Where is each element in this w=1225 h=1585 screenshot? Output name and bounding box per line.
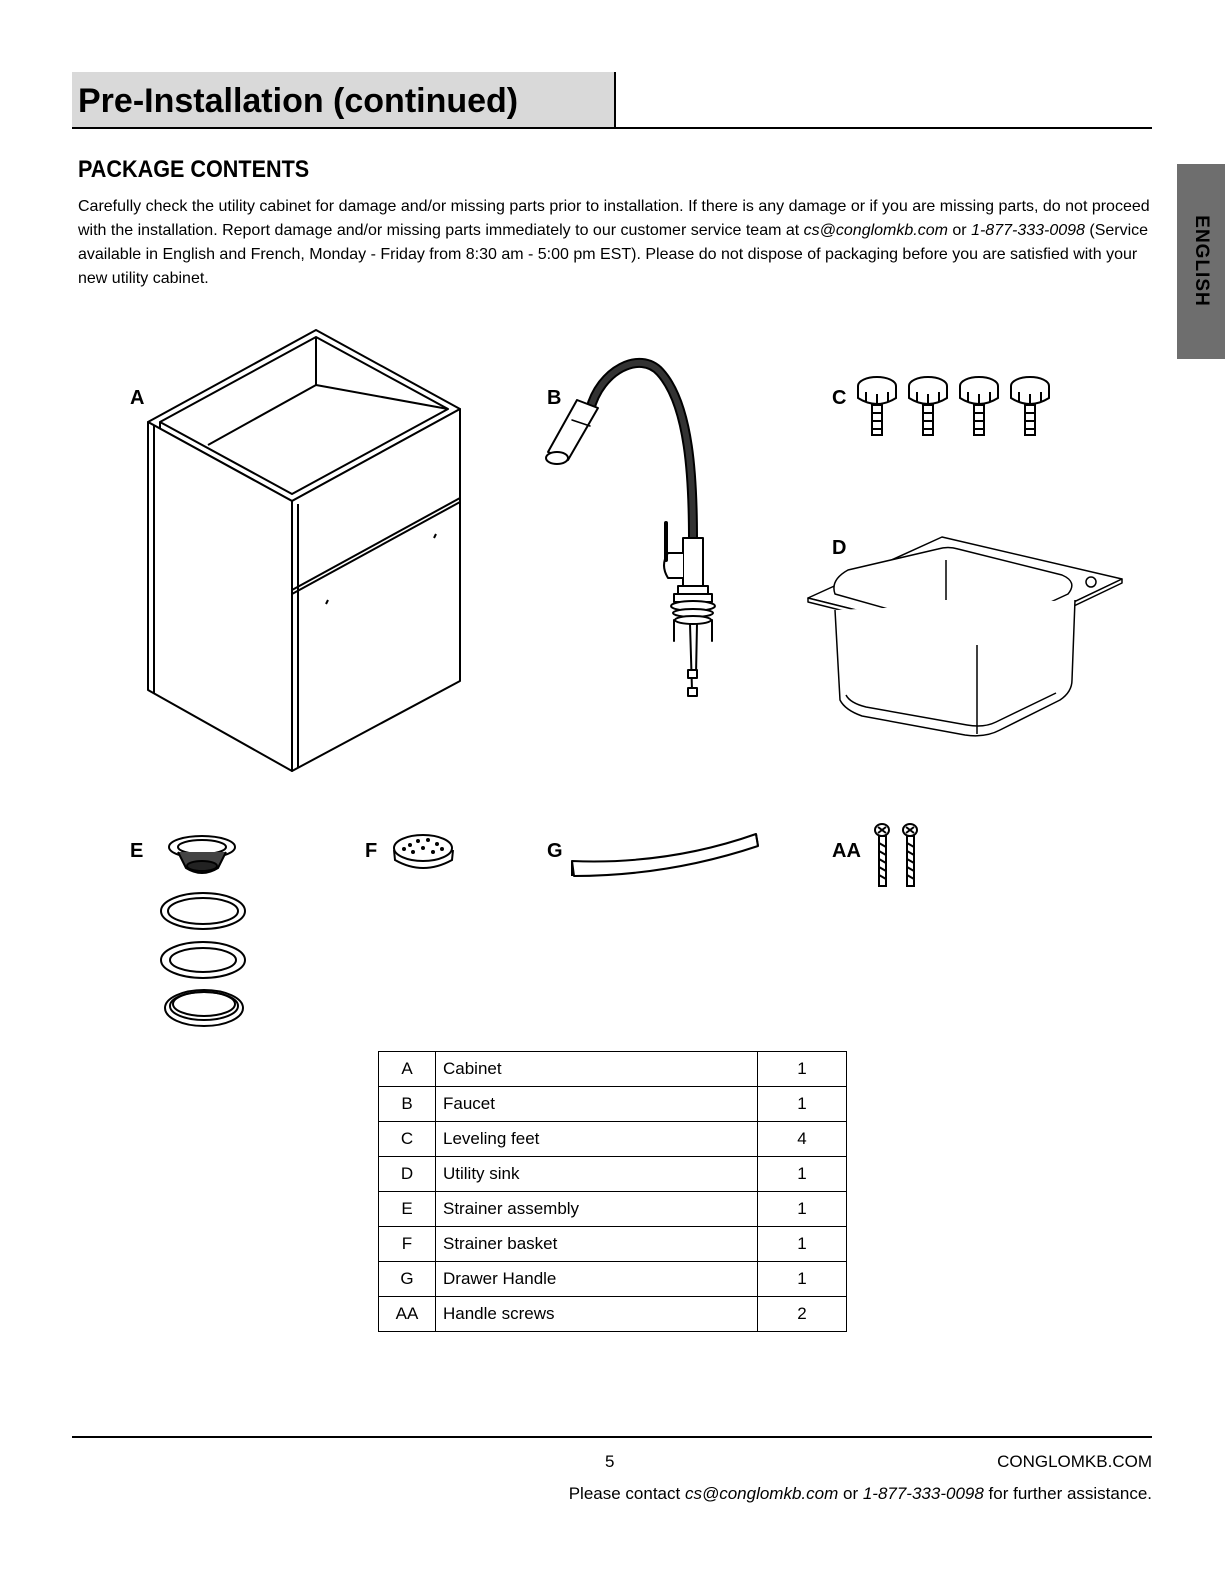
part-key: C [379,1122,436,1157]
label-aa: AA [832,840,861,862]
section-heading: PACKAGE CONTENTS [78,156,310,183]
part-qty: 2 [758,1297,847,1332]
part-name: Leveling feet [436,1122,758,1157]
label-c: C [832,387,847,409]
part-name: Strainer assembly [436,1192,758,1227]
label-d: D [832,537,847,559]
part-qty: 1 [758,1052,847,1087]
footer-email: cs@conglomkb.com [684,1484,839,1503]
part-qty: 1 [758,1192,847,1227]
part-key: E [379,1192,436,1227]
part-name: Utility sink [436,1157,758,1192]
language-tab-label: ENGLISH [1191,215,1212,307]
table-row [379,1192,847,1227]
intro-text-1: Carefully check the utility cabinet for damage and/or missing parts prior to installation. If there is any damage or if you are missing parts, do not proceed with the installation. Report damage and/or missing parts immediately to our customer service team at [78,198,1150,239]
part-name: Strainer basket [436,1227,758,1262]
parts-table [378,1051,847,1332]
part-key: AA [379,1297,436,1332]
table-row [379,1297,847,1332]
table-row [379,1262,847,1297]
label-f: F [365,840,378,862]
intro-email: cs@conglomkb.com [803,222,948,239]
label-a: A [130,387,145,409]
intro-text-or: or [947,222,972,239]
contact-or: or [838,1484,863,1503]
label-e: E [130,840,144,862]
footer-rule [72,1436,1152,1438]
part-qty: 1 [758,1087,847,1122]
part-key: B [379,1087,436,1122]
part-qty: 1 [758,1157,847,1192]
footer-phone: 1-877-333-0098 [862,1484,984,1503]
table-row [379,1087,847,1122]
footer-contact [569,1484,1152,1504]
table-row [379,1227,847,1262]
contact-suffix: for further assistance. [983,1484,1152,1503]
label-g: G [547,840,563,862]
table-row [379,1157,847,1192]
part-key: G [379,1262,436,1297]
page-title: Pre-Installation (continued) [78,82,519,120]
intro-text-2: (Service available in English and French, Monday - Friday from 8:30 am - 5:00 pm EST). Please do not dispose of packaging before you are satisfied with your new utility cabinet. [78,222,1149,287]
part-key: F [379,1227,436,1262]
label-b: B [547,387,562,409]
page-number: 5 [605,1452,615,1471]
part-name: Cabinet [436,1052,758,1087]
table-row [379,1122,847,1157]
part-qty: 1 [758,1227,847,1262]
part-name: Faucet [436,1087,758,1122]
part-qty: 1 [758,1262,847,1297]
part-name: Drawer Handle [436,1262,758,1297]
table-row [379,1052,847,1087]
footer-website: CONGLOMKB.COM [997,1452,1152,1471]
contact-prefix: Please contact [568,1484,685,1503]
part-key: A [379,1052,436,1087]
part-name: Handle screws [436,1297,758,1332]
part-key: D [379,1157,436,1192]
intro-phone: 1-877-333-0098 [971,222,1085,239]
part-qty: 4 [758,1122,847,1157]
